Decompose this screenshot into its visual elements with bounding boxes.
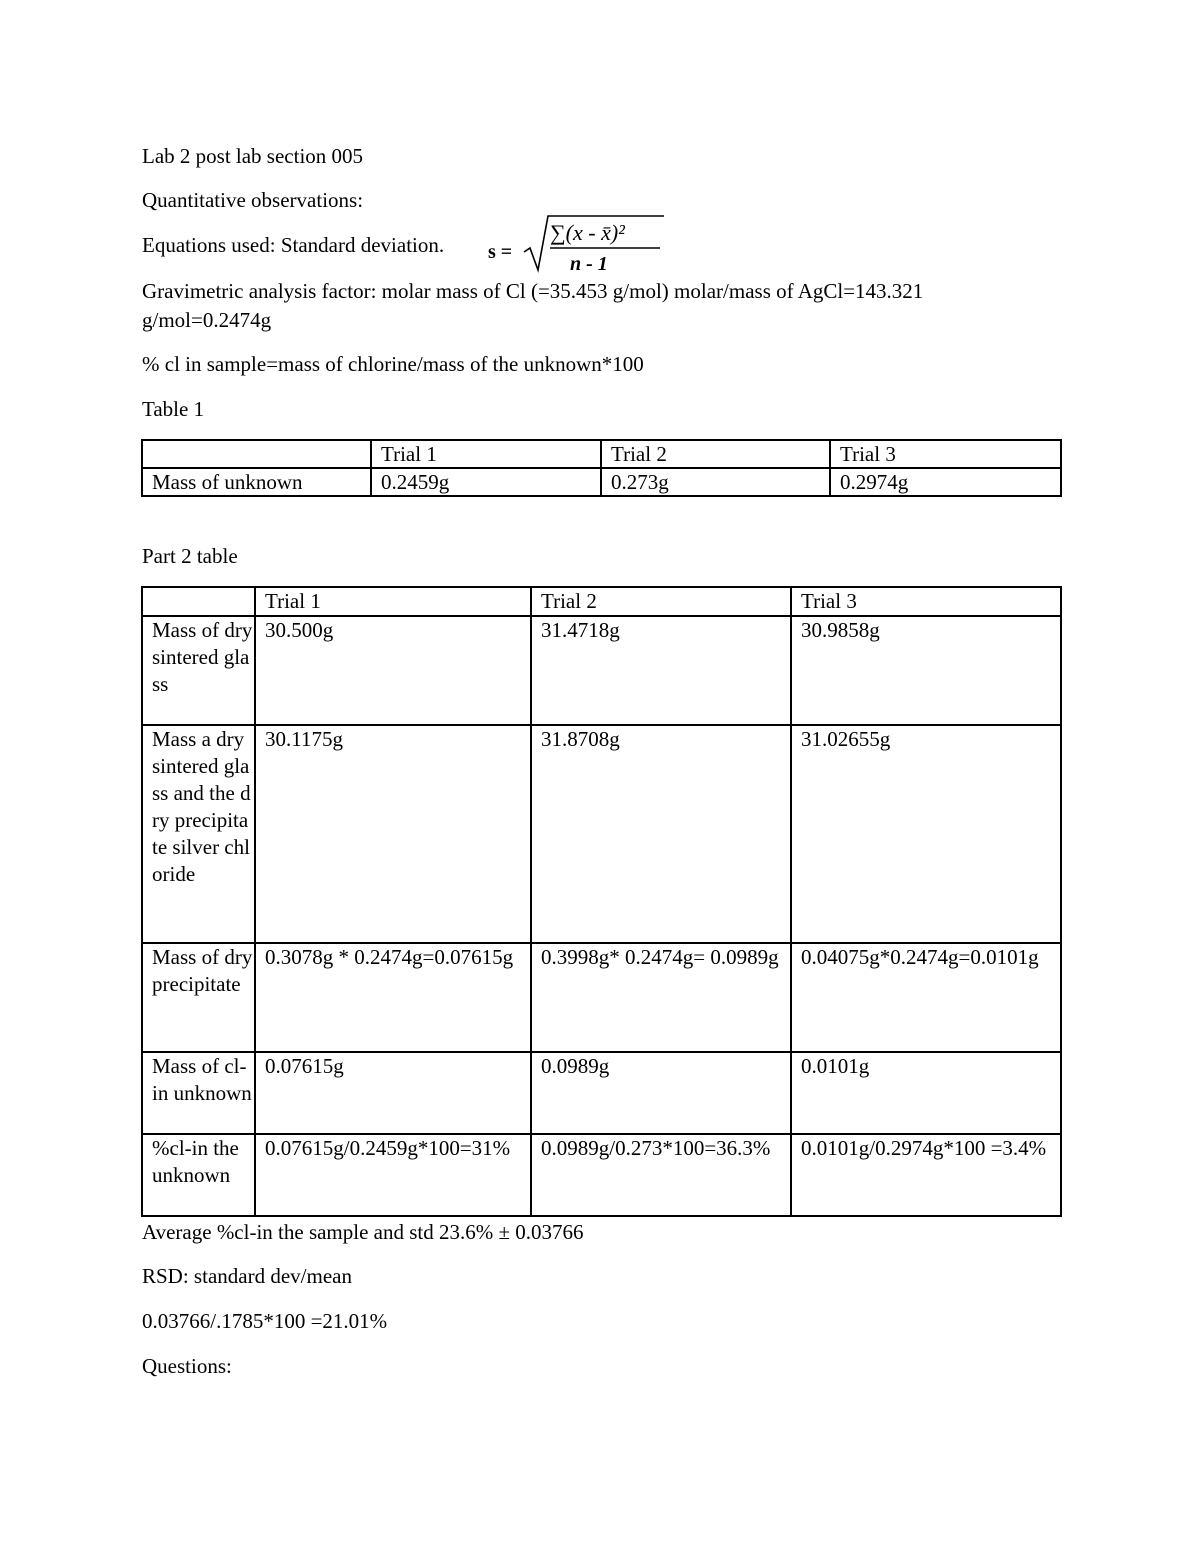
header-cell: Trial 2 [601, 440, 830, 468]
table-cell: 0.3078g * 0.2474g=0.07615g [255, 943, 531, 1052]
table-cell: 0.2974g [830, 468, 1061, 496]
table-cell: 0.273g [601, 468, 830, 496]
formula-denominator: n - 1 [570, 253, 608, 274]
table-header-row [142, 587, 1061, 616]
table-cell: 0.2459g [371, 468, 601, 496]
table-row [142, 943, 1061, 1052]
row-label: Mass of dry precipitate [142, 943, 255, 1052]
gravimetric-factor-line2: g/mol=0.2474g [142, 308, 272, 332]
rsd-calculation: 0.03766/.1785*100 =21.01% [142, 1309, 388, 1333]
percent-cl-formula: % cl in sample=mass of chlorine/mass of the unknown*100 [142, 352, 644, 376]
equations-used: Equations used: Standard deviation. [142, 233, 445, 257]
part2-table [141, 586, 1062, 1217]
formula-numerator: ∑(x - x̄)² [550, 220, 625, 245]
questions-heading: Questions: [142, 1354, 232, 1378]
table-cell: 0.07615g/0.2459g*100=31% [255, 1134, 531, 1216]
table-cell: 30.500g [255, 616, 531, 725]
row-label: Mass of unknown [142, 468, 371, 496]
row-label: Mass of cl- in unknown [142, 1052, 255, 1134]
part2-caption: Part 2 table [142, 544, 238, 568]
gravimetric-factor-line1: Gravimetric analysis factor: molar mass of Cl (=35.453 g/mol) molar/mass of AgCl=143.321 [142, 279, 924, 303]
table-cell: 31.02655g [791, 725, 1061, 943]
table-cell: 0.04075g*0.2474g=0.0101g [791, 943, 1061, 1052]
table-row [142, 616, 1061, 725]
table1-caption: Table 1 [142, 397, 205, 421]
row-label: Mass a dry sintered glass and the dry precipitate silver chloride [142, 725, 255, 943]
average-percent-cl: Average %cl-in the sample and std 23.6% ± 0.03766 [142, 1220, 584, 1244]
table-cell: 31.8708g [531, 725, 791, 943]
title-line: Lab 2 post lab section 005 [142, 144, 364, 168]
header-cell: Trial 3 [830, 440, 1061, 468]
table-cell: 0.0101g/0.2974g*100 =3.4% [791, 1134, 1061, 1216]
header-cell [142, 440, 371, 468]
table-cell: 30.9858g [791, 616, 1061, 725]
table-cell: 30.1175g [255, 725, 531, 943]
quantitative-observations: Quantitative observations: [142, 188, 364, 212]
table-cell: 0.0101g [791, 1052, 1061, 1134]
table-header-row [142, 440, 1061, 468]
table-cell: 0.0989g [531, 1052, 791, 1134]
table-row [142, 1052, 1061, 1134]
header-cell: Trial 1 [371, 440, 601, 468]
formula-lhs: s = [488, 241, 513, 263]
table-cell: 0.07615g [255, 1052, 531, 1134]
table-row [142, 1134, 1061, 1216]
std-dev-formula [488, 212, 668, 280]
header-cell: Trial 1 [255, 587, 531, 616]
table-row [142, 725, 1061, 943]
rsd-definition: RSD: standard dev/mean [142, 1264, 352, 1288]
header-cell [142, 587, 255, 616]
header-cell: Trial 3 [791, 587, 1061, 616]
header-cell: Trial 2 [531, 587, 791, 616]
table-cell: 0.0989g/0.273*100=36.3% [531, 1134, 791, 1216]
table-cell: 0.3998g* 0.2474g= 0.0989g [531, 943, 791, 1052]
row-label: Mass of dry sintered glass [142, 616, 255, 725]
table-1 [141, 439, 1062, 497]
table-cell: 31.4718g [531, 616, 791, 725]
table-row [142, 468, 1061, 496]
row-label: %cl-in the unknown [142, 1134, 255, 1216]
